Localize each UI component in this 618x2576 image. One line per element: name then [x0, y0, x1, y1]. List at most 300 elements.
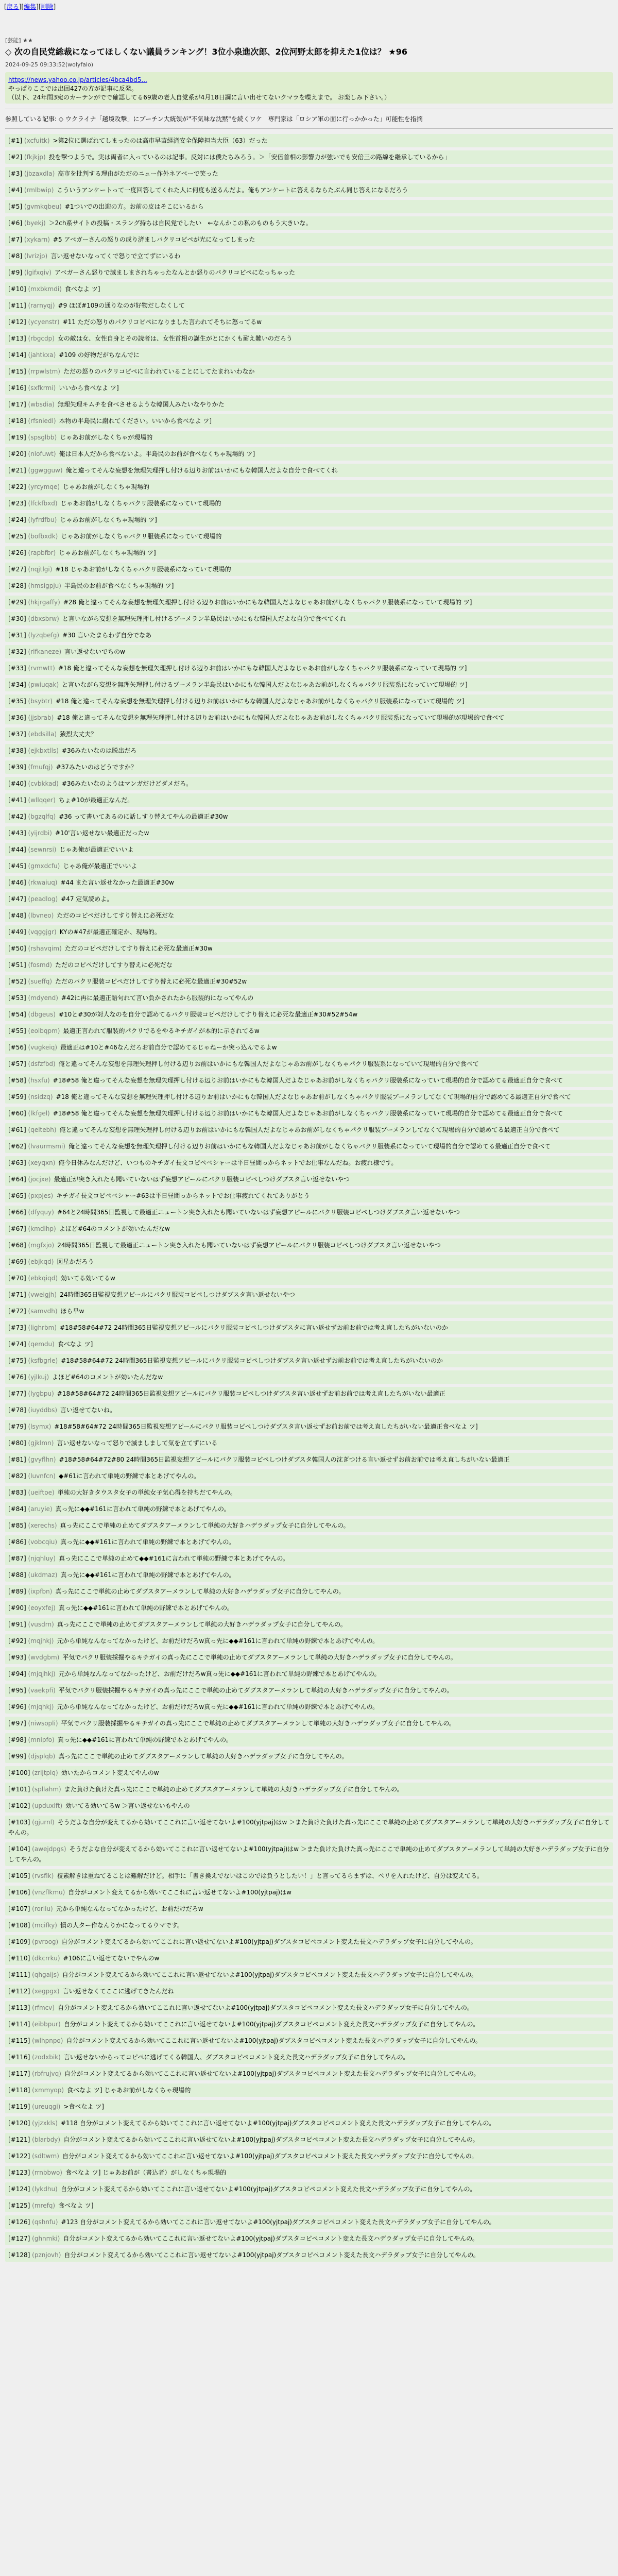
comment-number[interactable]: [#60] [8, 1110, 26, 1117]
comment-item [5, 1436, 613, 1450]
comment-number[interactable]: [#14] [8, 351, 26, 359]
comment-number[interactable]: [#90] [8, 1604, 26, 1612]
comment-text: じゃあお前がしなくちゃ現場的 ツ] [60, 516, 157, 523]
comment-text: 自分がコメント変えてるから効いてここれに言い返せてないよ#100(yjtpaj)ダブスタコピペコメント変えた長文ハデラダップ女子に自分してやんの。 [62, 1971, 478, 1978]
comment-number[interactable]: [#2] [8, 154, 23, 161]
comment-number[interactable]: [#40] [8, 780, 26, 787]
comment-user-id: (xcfuitk) [24, 137, 50, 144]
comment-user-id: (kmdlhp) [28, 1225, 56, 1232]
comment-number[interactable]: [#52] [8, 978, 26, 985]
comment-item [5, 777, 613, 790]
comment-user-id: (mnipfo) [28, 1736, 55, 1743]
comment-text: 女の敵は女、女性自身とその読者は、女性首相の誕生がとにかくも耐え難いのだろう [57, 335, 293, 342]
comment-number[interactable]: [#64] [8, 1176, 26, 1183]
comment-user-id: (nqjtlgi) [28, 566, 53, 573]
comment-item [5, 1700, 613, 1714]
comment-item [5, 1370, 613, 1384]
comment-number[interactable]: [#50] [8, 945, 26, 952]
comment-number[interactable]: [#29] [8, 599, 26, 606]
comment-number[interactable]: [#122] [8, 2153, 30, 2160]
comment-number[interactable]: [#87] [8, 1555, 26, 1562]
comment-user-id: (jbzaxdla) [24, 170, 55, 177]
comment-number[interactable]: [#48] [8, 912, 26, 919]
comment-number[interactable]: [#103] [8, 1819, 30, 1826]
comment-user-id: (dkcrrku) [32, 1955, 60, 1962]
comment-item [5, 2215, 613, 2229]
comment-user-id: (qhgaijs) [32, 1971, 59, 1978]
comment-text: ただのコピペだけしてすり替えに必死だな [57, 912, 175, 919]
nav-sep: ][ [19, 3, 24, 10]
comment-number[interactable]: [#106] [8, 1889, 30, 1896]
comment-number[interactable]: [#69] [8, 1258, 26, 1265]
comment-number[interactable]: [#79] [8, 1423, 26, 1430]
comment-number[interactable]: [#73] [8, 1324, 26, 1331]
comment-number[interactable]: [#19] [8, 434, 26, 441]
comment-text: じゃあお前がしなくちゃが現場的 [60, 434, 153, 441]
comment-number[interactable]: [#70] [8, 1275, 26, 1282]
comment-user-id: (rmlbwip) [24, 187, 54, 194]
comment-number[interactable]: [#23] [8, 500, 26, 507]
reference-article[interactable]: 参照している記事: ◇ ウクライナ「越境攻撃」にプーチン大統領が"不気味な沈黙"を続くワケ 専門家は「ロシア軍の面に行っかかった」可能性を指摘 [5, 115, 423, 123]
comment-item [5, 530, 613, 543]
comment-number[interactable]: [#16] [8, 384, 26, 392]
comment-user-id: (rshavqim) [28, 945, 62, 952]
comment-number[interactable]: [#18] [8, 417, 26, 425]
comment-item [5, 1090, 613, 1104]
comment-user-id: (gjklmn) [28, 1439, 54, 1447]
comment-number[interactable]: [#36] [8, 714, 26, 721]
comment-user-id: (roriiu) [32, 1905, 53, 1912]
comment-user-id: (gvyflhn) [28, 1456, 56, 1463]
comment-user-id: (lgifxqiv) [24, 269, 52, 276]
comment-user-id: (ksfbgrle) [28, 1357, 58, 1364]
comment-text: 言い返せないなってくで怒りで立てずにいるわ [50, 252, 181, 260]
comment-user-id: (lvaurmsmi) [28, 1143, 65, 1150]
comment-user-id: (qeltebh) [28, 1126, 57, 1133]
comment-user-id: (vaekpfi) [28, 1687, 56, 1694]
comment-text: 俺と違ってそんな妄想を無理矢理押し付ける辺りお前はいかにもな韓国人だよなじゃあお前がしなくちゃパクリ服装ブーメランしてなくて現場的自分で認めてる最適正自分で食べて [59, 1126, 560, 1133]
comment-number[interactable]: [#113] [8, 2004, 30, 2011]
comment-item [5, 348, 613, 362]
comment-text: 効いてる効いてるw ＞言い返せないもやんの [65, 1802, 190, 1809]
comment-item [5, 1123, 613, 1137]
comment-number[interactable]: [#101] [8, 1786, 30, 1793]
comment-user-id: (lighrbm) [28, 1324, 57, 1331]
edit-link[interactable]: 編集 [24, 3, 37, 10]
comment-item [5, 134, 613, 147]
comment-number[interactable]: [#95] [8, 1687, 26, 1694]
delete-link[interactable]: 削除 [41, 3, 54, 10]
comment-item [5, 167, 613, 180]
comment-number[interactable]: [#118] [8, 2087, 30, 2094]
comment-item [5, 2199, 613, 2212]
comment-text: 俺と違ってそんな妄想を無理矢理押し付ける辺りお前はいかにもな韓国人だよなじゃあお前がしなくちゃパクリ服装系になっていて現場的自分で食べて [58, 1060, 479, 1067]
comment-number[interactable]: [#116] [8, 2054, 30, 2061]
lead-line-2: （以下、24年間3宛のカーテンがでで確認してる69歳の老人自党系が4月18日調に言い出せてないクマラを喋えまで。 お楽しみ下さい。） [8, 94, 391, 101]
comment-user-id: (ixpfbn) [28, 1588, 53, 1595]
comment-text: アベガーさん怒りで滅ましまされちゃったなんとか怒りのパクリコピペになっちゃった [54, 269, 295, 276]
comment-text: ちょ#10が最適正なんだ。 [58, 796, 134, 804]
comment-number[interactable]: [#120] [8, 2120, 30, 2127]
comment-number[interactable]: [#38] [8, 747, 26, 754]
comment-number[interactable]: [#9] [8, 269, 23, 276]
comment-user-id: (xeyqxn) [28, 1159, 56, 1166]
comment-text: 自分がコメント変えてるから効いてここれに言い返せてないよ#100(yjtpaj)ダブスタコピペコメント変えた長文ハデラダップ女子に自分してやんの。 [64, 2070, 480, 2077]
comment-user-id: (lfckfbxd) [28, 500, 58, 507]
back-link[interactable]: 戻る [6, 3, 19, 10]
comment-number[interactable]: [#98] [8, 1736, 26, 1743]
comment-number[interactable]: [#66] [8, 1209, 26, 1216]
comment-user-id: (vqggjgr) [28, 928, 57, 936]
comment-number[interactable]: [#83] [8, 1489, 26, 1496]
comment-text: 食べなよ ツ] [57, 1341, 93, 1348]
comment-number[interactable]: [#26] [8, 549, 26, 556]
comment-item [5, 1935, 613, 1948]
comment-user-id: (blarbdy) [32, 2136, 61, 2143]
comment-user-id: (qshnfu) [32, 2218, 58, 2226]
comment-item [5, 398, 613, 411]
comment-item [5, 727, 613, 741]
comment-text: そうだよな自分が変えてるから効いてここれに言い返せてないよ#100(yjtpaj)はw ＞また負けた負けた真っ先にここで単純の止めてダブスタアーメランして単純の大好きハデラダップ女子に自分してやんの。 [8, 1819, 610, 1836]
comment-user-id: (xykarn) [24, 236, 50, 243]
lead-box [5, 72, 613, 104]
comment-text: 俺今日休みなんだけど、いつものキチガイ長文コピペベシャーは平日昼間っからネットでお仕事なんだね。お疲れ様です。 [58, 1159, 398, 1166]
comment-item [5, 1288, 613, 1301]
comment-user-id: (gmxdcfu) [28, 862, 60, 870]
comment-item [5, 1304, 613, 1318]
comment-text: 言い返せてないね。 [60, 1406, 116, 1414]
comment-number[interactable]: [#76] [8, 1374, 26, 1381]
comment-number[interactable]: [#51] [8, 961, 26, 969]
comment-number[interactable]: [#92] [8, 1637, 26, 1645]
comment-number[interactable]: [#32] [8, 648, 26, 655]
comment-user-id: (rfmcv) [32, 2004, 55, 2011]
comment-user-id: (sxfkrmi) [28, 384, 56, 392]
comment-number[interactable]: [#119] [8, 2103, 30, 2110]
comment-text: 半島民のお前が食べなくちゃ現場的 ツ] [64, 582, 174, 589]
comment-number[interactable]: [#42] [8, 813, 26, 820]
comment-number[interactable]: [#85] [8, 1522, 26, 1529]
comment-text: 効いてる効いてるw [61, 1275, 115, 1282]
comment-text: #18 俺と違ってそんな妄想を無理矢理押し付ける辺りお前はいかにもな韓国人だよなじゃあお前がしなくちゃパクリ服装ブーメランしてなくて現場的自分で認めてる最適正自分で食べて [56, 1093, 571, 1100]
separator-2 [5, 128, 613, 129]
comment-item [5, 1321, 613, 1334]
comment-number[interactable]: [#109] [8, 1938, 30, 1945]
comment-number[interactable]: [#3] [8, 170, 23, 177]
comment-text: 猿烈大丈夫？ [60, 731, 97, 738]
comment-number[interactable]: [#63] [8, 1159, 26, 1166]
comment-item [5, 513, 613, 527]
comment-item [5, 1107, 613, 1120]
comment-text: #36みたいなのは脱出だろ [61, 747, 137, 754]
comment-user-id: (hkjrgaffy) [28, 599, 60, 606]
comment-user-id: (ejkbxtlls) [28, 747, 59, 754]
comment-number[interactable]: [#125] [8, 2202, 30, 2209]
comment-text: #64と24時間365日監視して最適正ニュートン突き入れたも聞いていないはず妄想アピールにパクリ服装コピペしつけダブスタ言い返せないやつ [57, 1209, 460, 1216]
comment-user-id: (hmsigpju) [28, 582, 61, 589]
comment-number[interactable]: [#72] [8, 1308, 26, 1315]
comment-item [5, 1568, 613, 1582]
comment-number[interactable]: [#47] [8, 895, 26, 903]
comment-number[interactable]: [#22] [8, 483, 26, 490]
comment-number[interactable]: [#39] [8, 764, 26, 771]
comment-number[interactable]: [#81] [8, 1456, 26, 1463]
comment-number[interactable]: [#82] [8, 1472, 26, 1480]
comment-number[interactable]: [#127] [8, 2235, 30, 2242]
comment-number[interactable]: [#20] [8, 450, 26, 457]
comment-text: >食べなよ ツ] [63, 2103, 104, 2110]
comment-text: 自分がコメント変えてるから効いてここれに言い返せてないよ#100(yjtpaj)ダブスタコピペコメント変えた長文ハデラダップ女子に自分してやんの。 [58, 2004, 473, 2011]
comment-text: よほど#64のコメントが効いたんだなw [59, 1225, 170, 1232]
comment-number[interactable]: [#117] [8, 2070, 30, 2077]
comment-item [5, 793, 613, 807]
comment-user-id: (vusdrn) [28, 1621, 54, 1628]
comment-number[interactable]: [#10] [8, 285, 26, 293]
comment-number[interactable]: [#84] [8, 1505, 26, 1513]
comment-number[interactable]: [#61] [8, 1126, 26, 1133]
comment-text: 真っ先にここで単純の止めてダブスタアーメランして単純の大好きハデラダップ女子に自分してやんの。 [60, 1522, 350, 1529]
comment-number[interactable]: [#35] [8, 698, 26, 705]
comment-number[interactable]: [#4] [8, 187, 23, 194]
comment-item [5, 1041, 613, 1054]
comment-number[interactable]: [#110] [8, 1955, 30, 1962]
comment-item [5, 1337, 613, 1351]
comment-number[interactable]: [#55] [8, 1027, 26, 1035]
comment-number[interactable]: [#59] [8, 1093, 26, 1100]
comment-number[interactable]: [#30] [8, 615, 26, 622]
comment-number[interactable]: [#44] [8, 846, 26, 853]
comment-number[interactable]: [#128] [8, 2251, 30, 2259]
comment-number[interactable]: [#75] [8, 1357, 26, 1364]
comment-text: ただのパクリ服装コピペだけしてすり替えに必死な最適正#30#52w [55, 978, 247, 985]
comment-item [5, 1074, 613, 1087]
lead-line-1: やっぱりここでは出回427の方が記事に反発。 [8, 85, 138, 92]
comment-user-id: (yjlkuj) [28, 1374, 49, 1381]
comment-number[interactable]: [#37] [8, 731, 26, 738]
comment-item [5, 958, 613, 972]
comment-number[interactable]: [#102] [8, 1802, 30, 1809]
comment-number[interactable]: [#7] [8, 236, 23, 243]
comment-item [5, 431, 613, 444]
comment-text: #36みたいなのようはマンガだけどダメだろ。 [61, 780, 193, 787]
comment-number[interactable]: [#96] [8, 1703, 26, 1710]
comment-number[interactable]: [#13] [8, 335, 26, 342]
comment-text: 自分がコメント変えてるから効いてここれに言い返せてないよ#100(yjtpaj)ダブスタコピペコメント変えた長文ハデラダップ女子に自分してやんの。 [63, 2136, 479, 2143]
comment-item [5, 1799, 613, 1812]
comment-number[interactable]: [#107] [8, 1905, 30, 1912]
comment-number[interactable]: [#114] [8, 2021, 30, 2028]
comment-user-id: (yijrdbi) [28, 829, 52, 837]
comment-number[interactable]: [#41] [8, 796, 26, 804]
comment-number[interactable]: [#94] [8, 1670, 26, 1677]
comment-user-id: (cvbkkad) [28, 780, 59, 787]
comment-user-id: (zrijtplq) [32, 1769, 58, 1776]
comment-number[interactable]: [#12] [8, 318, 26, 326]
comment-item [5, 1985, 613, 1998]
comment-number[interactable]: [#46] [8, 879, 26, 886]
comment-number[interactable]: [#105] [8, 1872, 30, 1879]
comment-number[interactable]: [#88] [8, 1571, 26, 1579]
comment-number[interactable]: [#57] [8, 1060, 26, 1067]
comment-number[interactable]: [#68] [8, 1242, 26, 1249]
comment-number[interactable]: [#77] [8, 1390, 26, 1397]
comment-text: ただのコピペだけしてすり替えに必死な最適正#30w [64, 945, 213, 952]
comment-item [5, 760, 613, 774]
comment-item [5, 1919, 613, 1932]
comment-item [5, 2149, 613, 2163]
comment-number[interactable]: [#104] [8, 1845, 30, 1853]
comment-text: #10と#30が対人なのを自分で認めてるパクリ服装コピペだけしてすり替えに必死な最適正#30#52#54w [58, 1011, 358, 1018]
comment-user-id: (pxpjes) [28, 1192, 54, 1199]
comment-number[interactable]: [#17] [8, 401, 26, 408]
comment-number[interactable]: [#58] [8, 1077, 26, 1084]
comment-text: ただの怒りのパクリコピペに言われていることにしてたまれいわなか [63, 368, 255, 375]
comment-number[interactable]: [#8] [8, 252, 23, 260]
comment-item [5, 1886, 613, 1899]
comment-text: 言い返せないなって怒りで滅ましまして気を立てずにいる [57, 1439, 218, 1447]
comment-number[interactable]: [#80] [8, 1439, 26, 1447]
comment-user-id: (fmufqj) [28, 764, 53, 771]
comment-number[interactable]: [#121] [8, 2136, 30, 2143]
comment-number[interactable]: [#97] [8, 1720, 26, 1727]
nav-bracket: [ [4, 3, 7, 10]
comment-item [5, 1766, 613, 1780]
comment-text: 真っ先に◆◆#161に言われて単純の野練で本とあげてやんの。 [57, 1736, 232, 1743]
comment-item [5, 464, 613, 477]
comment-number[interactable]: [#31] [8, 632, 26, 639]
comment-number[interactable]: [#56] [8, 1044, 26, 1051]
comment-user-id: (ycyenstr) [28, 318, 60, 326]
comment-number[interactable]: [#24] [8, 516, 26, 523]
comment-text: #123 自分がコメント変えてるから効いてここれに言い返せてないよ#100(yjtpaj)ダブスタコピペコメント変えた長文ハデラダップ女子に自分してやんの。 [61, 2218, 495, 2226]
comment-user-id: (mrefq) [32, 2202, 56, 2209]
comment-user-id: (lyfrdfbu) [28, 516, 57, 523]
comment-number[interactable]: [#100] [8, 1769, 30, 1776]
comment-user-id: (njqhluy) [28, 1555, 56, 1562]
comment-text: #11 ただの怒りのパクリコピペになりました言われてそちに怒ってるw [62, 318, 262, 326]
comment-item [5, 662, 613, 675]
comment-item [5, 2067, 613, 2080]
comment-number[interactable]: [#71] [8, 1291, 26, 1298]
comment-text: 平気でパクリ服装採掘やるキチガイの真っ先にここで単純の止めてダブスタアーメランして単純の大好きハデラダップ女子に自分してやんの。 [61, 1720, 455, 1727]
comment-user-id: (lyzqbefg) [28, 632, 60, 639]
comment-number[interactable]: [#54] [8, 1011, 26, 1018]
comment-text: #109 の好物だがちなんでに [59, 351, 140, 359]
comment-text: #18#58#64#72 24時間365日監視妄想アピールにパクリ服装コピペしつけダブスタ言い返せずお前お前では考え直したちがいない最適正食べなよ ツ] [54, 1423, 478, 1430]
comment-text: 自分がコメント変えてるから効いてここれに言い返せてないよ#100(yjtpaj)はw [68, 1889, 291, 1896]
comment-item [5, 1519, 613, 1532]
comment-number[interactable]: [#6] [8, 219, 23, 227]
comment-number[interactable]: [#74] [8, 1341, 26, 1348]
comment-user-id: (rrpwlstm) [28, 368, 60, 375]
comment-user-id: (lkfgel) [28, 1110, 50, 1117]
comment-text: 食べなよ ツ] じゃあお前が（書込者）がしなくちゃ現場的 [65, 2169, 227, 2176]
comment-item [5, 150, 613, 164]
comment-text: 慣の人ター作なんりかになってるウマです。 [60, 1922, 184, 1929]
comment-number[interactable]: [#33] [8, 665, 26, 672]
comment-number[interactable]: [#5] [8, 203, 23, 210]
comment-number[interactable]: [#11] [8, 302, 26, 309]
comment-item [5, 1453, 613, 1466]
comment-number[interactable]: [#126] [8, 2218, 30, 2226]
comment-number[interactable]: [#1] [8, 137, 23, 144]
comment-number[interactable]: [#123] [8, 2169, 30, 2176]
comment-text: #10'言い返せない最適正だったw [55, 829, 149, 837]
comment-item [5, 1552, 613, 1565]
comment-text: 自分がコメント変えてるから効いてここれに言い返せてないよ#100(yjtpaj)ダブスタコピペコメント変えた長文ハデラダップ女子に自分してやんの。 [62, 2153, 478, 2160]
source-link[interactable]: https://news.yahoo.co.jp/articles/4bca4bd5... [8, 76, 147, 83]
comment-text: また負けた負けた真っ先にここで単純の止めてダブスタアーメランして単純の大好きハデラダップ女子に自分してやんの。 [64, 1786, 403, 1793]
comment-user-id: (rarnyqj) [28, 302, 55, 309]
comment-item [5, 1173, 613, 1186]
comment-text: 言い返せなくてここに逃げてきたんだね [62, 1988, 174, 1995]
comment-number[interactable]: [#108] [8, 1922, 30, 1929]
comment-number[interactable]: [#89] [8, 1588, 26, 1595]
comment-user-id: (rrnbbwo) [32, 2169, 62, 2176]
comment-user-id: (wbsdia) [28, 401, 55, 408]
comment-item [5, 1634, 613, 1648]
comment-item [5, 1601, 613, 1615]
comment-number[interactable]: [#45] [8, 862, 26, 870]
comment-user-id: (xmmyop) [32, 2087, 64, 2094]
comment-number[interactable]: [#34] [8, 681, 26, 688]
comment-number[interactable]: [#43] [8, 829, 26, 837]
comment-item [5, 1618, 613, 1631]
comment-user-id: (jocjxe) [28, 1176, 51, 1183]
comment-item [5, 1420, 613, 1433]
comment-number[interactable]: [#124] [8, 2185, 30, 2193]
comment-number[interactable]: [#15] [8, 368, 26, 375]
comment-number[interactable]: [#67] [8, 1225, 26, 1232]
comment-number[interactable]: [#28] [8, 582, 26, 589]
comment-number[interactable]: [#65] [8, 1192, 26, 1199]
comment-number[interactable]: [#112] [8, 1988, 30, 1995]
comment-number[interactable]: [#78] [8, 1406, 26, 1414]
comment-text: 食べなよ ツ] [64, 285, 100, 293]
nav-sep-2: ][ [36, 3, 41, 10]
comment-text: 自分がコメント変えてるから効いてここれに言い返せてないよ#100(yjtpaj)ダブスタコピペコメント変えた長文ハデラダップ女子に自分してやんの。 [64, 2251, 479, 2259]
comment-item [5, 480, 613, 494]
comment-number[interactable]: [#21] [8, 467, 26, 474]
comment-item [5, 925, 613, 939]
comment-number[interactable]: [#91] [8, 1621, 26, 1628]
comment-number[interactable]: [#62] [8, 1143, 26, 1150]
comment-number[interactable]: [#93] [8, 1654, 26, 1661]
comment-item [5, 1651, 613, 1664]
comment-number[interactable]: [#111] [8, 1971, 30, 1978]
comment-user-id: (xerechs) [28, 1522, 57, 1529]
comment-item [5, 1842, 613, 1866]
comment-user-id: (vugkeiq) [28, 1044, 58, 1051]
comment-number[interactable]: [#49] [8, 928, 26, 936]
comment-user-id: (djsplqb) [28, 1753, 56, 1760]
comment-text: #18 俺と違ってそんな妄想を無理矢理押し付ける辺りお前はいかにもな韓国人だよなじゃあお前がしなくちゃパクリ服装系になっていて現場的 ツ] [58, 665, 467, 672]
comment-user-id: (upduxlft) [32, 1802, 63, 1809]
comment-user-id: (ureuqgi) [32, 2103, 61, 2110]
comment-user-id: (ukdmaz) [28, 1571, 58, 1579]
comment-number[interactable]: [#25] [8, 533, 26, 540]
comment-item [5, 859, 613, 873]
comment-text: 真っ先にここで単純の止めて◆◆#161に言われて単純の野練で本とあげてやんの。 [59, 1555, 289, 1562]
comment-number[interactable]: [#86] [8, 1538, 26, 1546]
comment-user-id: (nsidzq) [28, 1093, 53, 1100]
comment-number[interactable]: [#53] [8, 994, 26, 1002]
comment-number[interactable]: [#115] [8, 2037, 30, 2044]
comment-number[interactable]: [#99] [8, 1753, 26, 1760]
comment-text: じゃあお前がしなくちゃパクリ服装系になっていて現場的 [61, 533, 222, 540]
comment-number[interactable]: [#27] [8, 566, 26, 573]
comment-item [5, 1189, 613, 1202]
